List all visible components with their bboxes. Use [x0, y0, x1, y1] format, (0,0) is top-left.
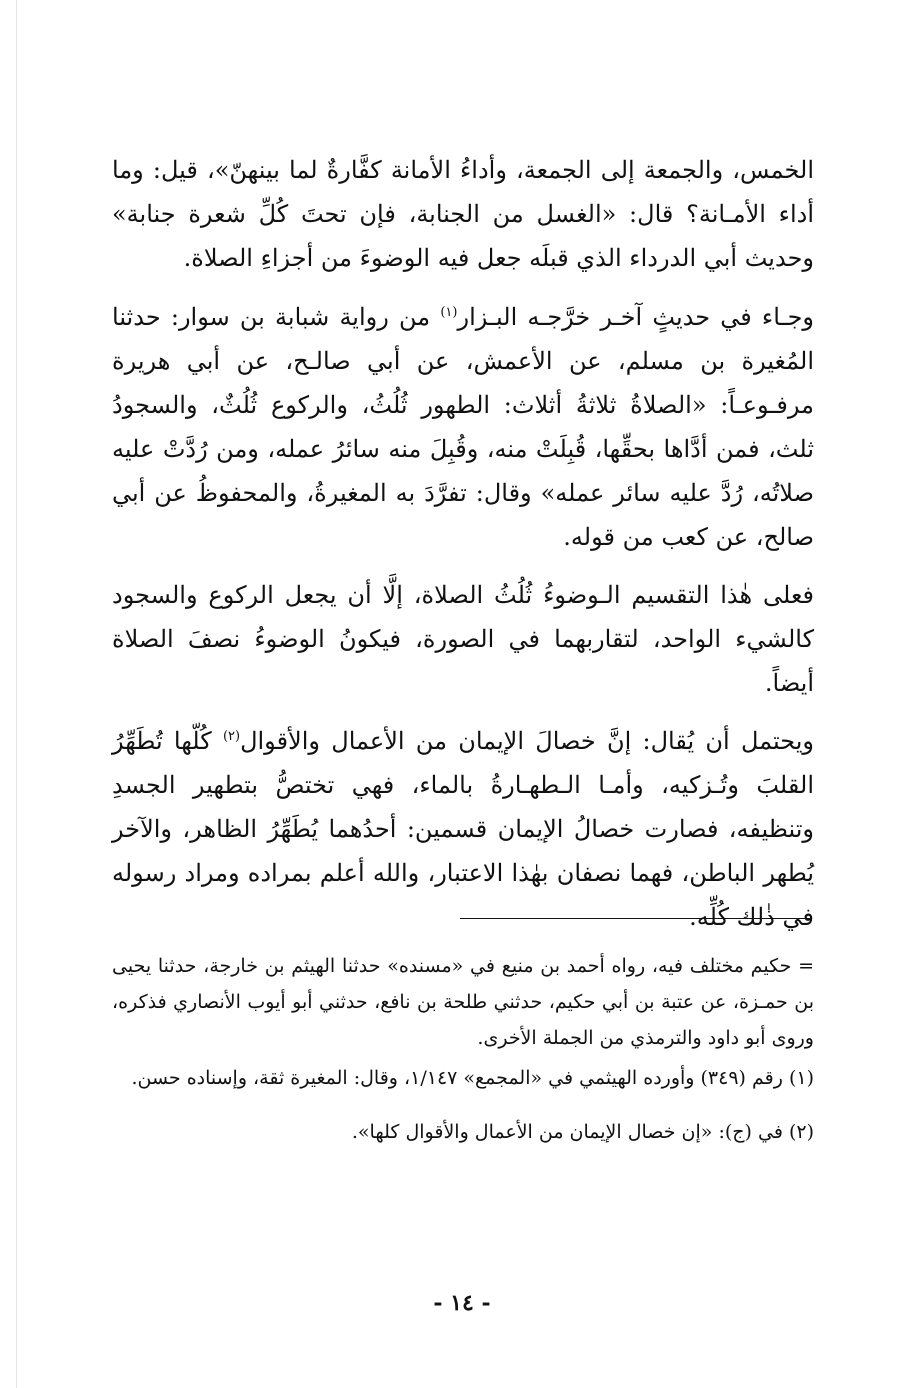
- footnote-1: (١) رقم (٣٤٩) وأورده الهيثمي في «المجمع» ١/١٤٧، وقال: المغيرة ثقة، وإسناده حسن.: [131, 1067, 814, 1089]
- paragraph-2: [112, 295, 814, 559]
- paragraph-2-part-a: وجـاء في حديثٍ آخـر خرَّجـه البـزار: [457, 303, 814, 331]
- paragraph-4-part-a: ويحتمل أن يُقال: إنَّ خصالَ الإيمان من الأعمال والأقوال: [240, 727, 814, 755]
- footnote-ref-2: (٢): [222, 729, 241, 744]
- main-text-body: [112, 148, 814, 939]
- paragraph-2-part-b: من رواية شبابة بن سوار: حدثنا المُغيرة بن مسلم، عن الأعمش، عن أبي صالـح، عن أبي هريرة مرفـوعـاً: «الصلاةُ ثلاثةُ أثلاث: الطهور ثُلُثُ، والركوع ثُلُثٌ، والسجودُ ثلث، فمن أدَّاها بحقِّها، قُبِلَتْ منه، وقُبِلَ منه سائرُ عمله، ومن رُدَّتْ عليه صلاتُه، رُدَّ عليه سائر عمله» وقال: تفرَّدَ به المغيرةُ، والمحفوظُ عن أبي صالح، عن كعب من قوله.: [112, 303, 814, 551]
- paragraph-3: فعلى هٰذا التقسيم الـوضوءُ ثُلُثُ الصلاة، إلَّا أن يجعل الركوع والسجود كالشيء الواحد، لتقاربهما في الصورة، فيكونُ الوضوءُ نصفَ الصلاة أيضاً.: [112, 581, 814, 697]
- footnotes-section: [112, 948, 814, 1150]
- page-number: - ١٤ -: [433, 1290, 491, 1316]
- page-edge-line: [16, 0, 17, 1388]
- footnote-continuation: = حكيم مختلف فيه، رواه أحمد بن منيع في «مسنده» حدثنا الهيثم بن خارجة، حدثنا يحيى بن حمـزة، عن عتبة بن أبي حكيم، حدثني طلحة بن نافع، حدثني أبو أيوب الأنصاري فذكره، وروى أبو داود والترمذي من الجملة الأخرى.: [112, 955, 814, 1049]
- footnote-separator: [460, 918, 812, 919]
- paragraph-4-part-b: كُلّها تُطَهِّرُ القلبَ وتُـزكيه، وأمـا الـطهـارةُ بالماء، فهي تختصُّ بتطهير الجسدِ وتنظيفه، فصارت خصالُ الإيمان قسمين: أحدُهما يُطَهِّرُ الظاهر، والآخر يُطهر الباطن، فهما نصفان بهٰذا الاعتبار، والله أعلم بمراده ومراد رسوله في ذٰلك كُلِّه.: [112, 727, 814, 931]
- footnote-2: (٢) في (ج): «إن خصال الإيمان من الأعمال والأقوال كلها».: [351, 1121, 814, 1143]
- paragraph-1: الخمس، والجمعة إلى الجمعة، وأداءُ الأمانة كفَّارةٌ لما بينهنّ»، قيل: وما أداء الأمـانة؟ قال: «الغسل من الجنابة، فإن تحتَ كُلِّ شعرة جنابة» وحديث أبي الدرداء الذي قبلَه جعل فيه الوضوءَ من أجزاءِ الصلاة.: [112, 156, 814, 272]
- footnote-ref-1: (١): [440, 305, 458, 320]
- paragraph-4: [112, 719, 814, 939]
